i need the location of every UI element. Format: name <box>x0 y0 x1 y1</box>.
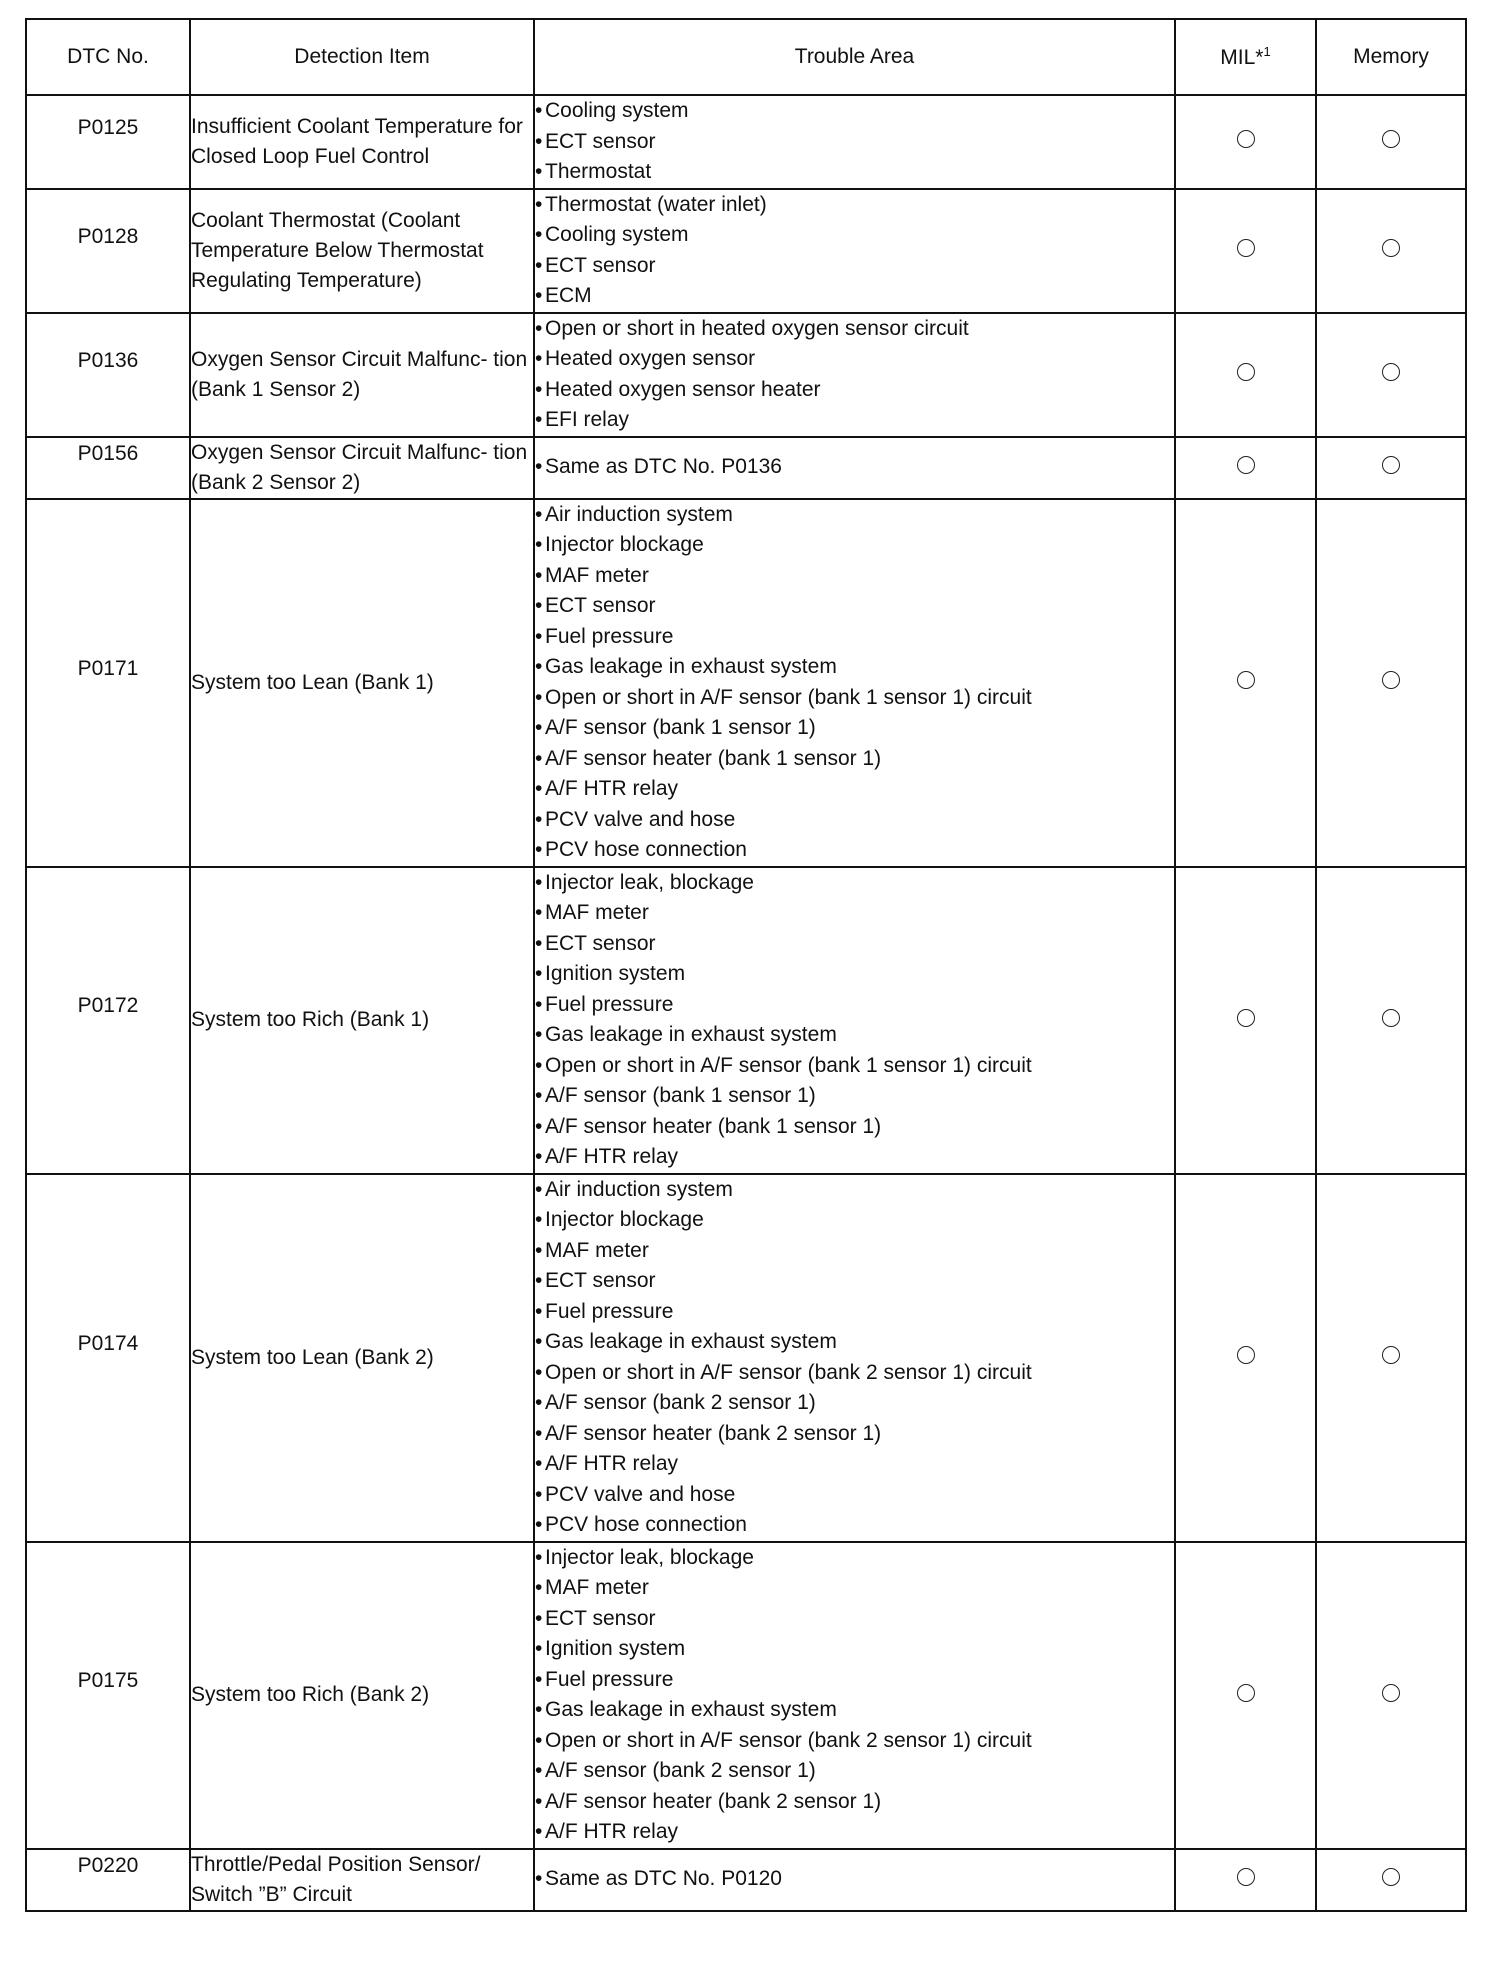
dtc-number: P0175 <box>77 1669 139 1692</box>
memory-circle-icon <box>1382 671 1400 689</box>
table-row <box>26 313 1466 437</box>
mil-cell <box>1175 1174 1316 1542</box>
list-item: • PCV hose connection <box>535 835 1174 866</box>
trouble-area-list <box>535 500 1174 866</box>
detection-item: Oxygen Sensor Circuit Malfunc- tion (Bank 2 Sensor 2) <box>190 437 534 499</box>
memory-cell <box>1316 1849 1466 1911</box>
memory-cell <box>1316 437 1466 499</box>
list-item: • Injector leak, blockage <box>535 1543 1174 1574</box>
memory-circle-icon <box>1382 1684 1400 1702</box>
trouble-area-cell <box>534 189 1175 313</box>
header-mil <box>1175 19 1316 95</box>
table-row <box>26 499 1466 867</box>
detection-item: System too Rich (Bank 2) <box>190 1542 534 1849</box>
memory-cell <box>1316 1174 1466 1542</box>
memory-cell <box>1316 867 1466 1174</box>
dtc-number: P0136 <box>77 348 139 372</box>
document-page <box>25 18 1465 1912</box>
trouble-area-list <box>535 1175 1174 1541</box>
detection-item: System too Rich (Bank 1) <box>190 867 534 1174</box>
mil-cell <box>1175 313 1316 437</box>
memory-circle-icon <box>1382 1868 1400 1886</box>
list-item: • Same as DTC No. P0136 <box>535 452 1174 483</box>
table-row <box>26 1849 1466 1911</box>
list-item: • Same as DTC No. P0120 <box>535 1864 1174 1895</box>
dtc-table <box>25 18 1467 1912</box>
list-item: • MAF meter <box>535 1573 1174 1604</box>
mil-circle-icon <box>1237 1684 1255 1702</box>
list-item: • EFI relay <box>535 405 1174 436</box>
list-item: • Gas leakage in exhaust system <box>535 652 1174 683</box>
list-item: • A/F sensor heater (bank 2 sensor 1) <box>535 1787 1174 1818</box>
dtc-number-cell <box>26 867 190 1174</box>
list-item: • Open or short in A/F sensor (bank 2 sensor 1) circuit <box>535 1358 1174 1389</box>
table-row <box>26 95 1466 189</box>
memory-cell <box>1316 1542 1466 1849</box>
list-item: • Gas leakage in exhaust system <box>535 1327 1174 1358</box>
table-header-row <box>26 19 1466 95</box>
trouble-area-list <box>535 96 1174 188</box>
mil-cell <box>1175 189 1316 313</box>
list-item: • PCV hose connection <box>535 1510 1174 1541</box>
memory-circle-icon <box>1382 1009 1400 1027</box>
list-item: • MAF meter <box>535 898 1174 929</box>
header-detection-item: Detection Item <box>190 19 534 95</box>
table-row <box>26 867 1466 1174</box>
list-item: • Thermostat (water inlet) <box>535 190 1174 221</box>
memory-circle-icon <box>1382 130 1400 148</box>
list-item: • Gas leakage in exhaust system <box>535 1695 1174 1726</box>
list-item: • ECT sensor <box>535 1604 1174 1635</box>
mil-circle-icon <box>1237 1346 1255 1364</box>
list-item: • Injector blockage <box>535 530 1174 561</box>
trouble-area-list <box>535 314 1174 436</box>
list-item: • Thermostat <box>535 157 1174 188</box>
list-item: • Air induction system <box>535 500 1174 531</box>
memory-circle-icon <box>1382 239 1400 257</box>
memory-circle-icon <box>1382 363 1400 381</box>
mil-circle-icon <box>1237 1009 1255 1027</box>
trouble-area-cell <box>534 1174 1175 1542</box>
mil-circle-icon <box>1237 363 1255 381</box>
trouble-area-cell <box>534 867 1175 1174</box>
list-item: • Open or short in A/F sensor (bank 1 sensor 1) circuit <box>535 683 1174 714</box>
list-item: • Cooling system <box>535 220 1174 251</box>
mil-circle-icon <box>1237 130 1255 148</box>
memory-circle-icon <box>1382 456 1400 474</box>
list-item: • Fuel pressure <box>535 990 1174 1021</box>
list-item: • A/F sensor (bank 2 sensor 1) <box>535 1388 1174 1419</box>
trouble-area-cell <box>534 499 1175 867</box>
header-memory: Memory <box>1316 19 1466 95</box>
mil-cell <box>1175 1542 1316 1849</box>
mil-circle-icon <box>1237 239 1255 257</box>
mil-cell <box>1175 867 1316 1174</box>
detection-item: System too Lean (Bank 1) <box>190 499 534 867</box>
list-item: • A/F sensor (bank 1 sensor 1) <box>535 1081 1174 1112</box>
table-row <box>26 1174 1466 1542</box>
trouble-area-cell <box>534 1542 1175 1849</box>
dtc-number-cell <box>26 437 190 499</box>
list-item: • ECT sensor <box>535 591 1174 622</box>
detection-item: Insufficient Coolant Temperature for Closed Loop Fuel Control <box>190 95 534 189</box>
dtc-number: P0220 <box>77 1853 139 1877</box>
header-dtc-no: DTC No. <box>26 19 190 95</box>
list-item: • A/F HTR relay <box>535 1449 1174 1480</box>
dtc-number-cell <box>26 1174 190 1542</box>
table-row <box>26 189 1466 313</box>
list-item: • A/F HTR relay <box>535 1817 1174 1848</box>
table-row <box>26 437 1466 499</box>
dtc-number-cell <box>26 95 190 189</box>
list-item: • ECT sensor <box>535 127 1174 158</box>
list-item: • Heated oxygen sensor heater <box>535 375 1174 406</box>
dtc-number: P0174 <box>77 1331 139 1355</box>
dtc-number-cell <box>26 189 190 313</box>
trouble-area-list <box>535 1864 1174 1895</box>
trouble-area-list <box>535 190 1174 312</box>
trouble-area-cell <box>534 95 1175 189</box>
memory-circle-icon <box>1382 1346 1400 1364</box>
dtc-number: P0172 <box>77 994 139 1017</box>
dtc-number-cell <box>26 313 190 437</box>
trouble-area-cell <box>534 1849 1175 1911</box>
list-item: • Injector leak, blockage <box>535 868 1174 899</box>
mil-cell <box>1175 437 1316 499</box>
mil-circle-icon <box>1237 1868 1255 1886</box>
memory-cell <box>1316 499 1466 867</box>
table-row <box>26 1542 1466 1849</box>
list-item: • ECT sensor <box>535 929 1174 960</box>
header-trouble-area: Trouble Area <box>534 19 1175 95</box>
list-item: • PCV valve and hose <box>535 1480 1174 1511</box>
trouble-area-list <box>535 1543 1174 1848</box>
mil-cell <box>1175 95 1316 189</box>
list-item: • Cooling system <box>535 96 1174 127</box>
list-item: • A/F HTR relay <box>535 774 1174 805</box>
header-mil-footnote: 1 <box>1263 44 1271 59</box>
list-item: • ECT sensor <box>535 251 1174 282</box>
list-item: • Fuel pressure <box>535 622 1174 653</box>
list-item: • Ignition system <box>535 1634 1174 1665</box>
detection-item: System too Lean (Bank 2) <box>190 1174 534 1542</box>
mil-cell <box>1175 1849 1316 1911</box>
list-item: • ECM <box>535 281 1174 312</box>
list-item: • Gas leakage in exhaust system <box>535 1020 1174 1051</box>
dtc-number: P0171 <box>77 656 139 680</box>
trouble-area-cell <box>534 313 1175 437</box>
list-item: • A/F sensor heater (bank 2 sensor 1) <box>535 1419 1174 1450</box>
list-item: • A/F HTR relay <box>535 1142 1174 1173</box>
table-body <box>26 95 1466 1911</box>
list-item: • A/F sensor (bank 2 sensor 1) <box>535 1756 1174 1787</box>
header-mil-label: MIL* <box>1220 46 1264 69</box>
list-item: • Ignition system <box>535 959 1174 990</box>
dtc-number: P0156 <box>77 441 139 465</box>
trouble-area-cell <box>534 437 1175 499</box>
detection-item: Coolant Thermostat (Coolant Temperature Below Thermostat Regulating Temperature) <box>190 189 534 313</box>
mil-circle-icon <box>1237 671 1255 689</box>
memory-cell <box>1316 189 1466 313</box>
detection-item: Oxygen Sensor Circuit Malfunc- tion (Bank 1 Sensor 2) <box>190 313 534 437</box>
trouble-area-list <box>535 452 1174 483</box>
list-item: • ECT sensor <box>535 1266 1174 1297</box>
list-item: • Open or short in heated oxygen sensor circuit <box>535 314 1174 345</box>
list-item: • A/F sensor heater (bank 1 sensor 1) <box>535 744 1174 775</box>
detection-item: Throttle/Pedal Position Sensor/ Switch ”B” Circuit <box>190 1849 534 1911</box>
dtc-number: P0125 <box>77 115 139 139</box>
list-item: • A/F sensor (bank 1 sensor 1) <box>535 713 1174 744</box>
list-item: • Open or short in A/F sensor (bank 1 sensor 1) circuit <box>535 1051 1174 1082</box>
memory-cell <box>1316 313 1466 437</box>
list-item: • Injector blockage <box>535 1205 1174 1236</box>
list-item: • Fuel pressure <box>535 1665 1174 1696</box>
mil-cell <box>1175 499 1316 867</box>
list-item: • Air induction system <box>535 1175 1174 1206</box>
trouble-area-list <box>535 868 1174 1173</box>
list-item: • Open or short in A/F sensor (bank 2 sensor 1) circuit <box>535 1726 1174 1757</box>
mil-circle-icon <box>1237 456 1255 474</box>
dtc-number-cell <box>26 499 190 867</box>
list-item: • Fuel pressure <box>535 1297 1174 1328</box>
dtc-number-cell <box>26 1542 190 1849</box>
list-item: • A/F sensor heater (bank 1 sensor 1) <box>535 1112 1174 1143</box>
list-item: • MAF meter <box>535 561 1174 592</box>
dtc-number: P0128 <box>77 224 139 248</box>
memory-cell <box>1316 95 1466 189</box>
list-item: • Heated oxygen sensor <box>535 344 1174 375</box>
dtc-number-cell <box>26 1849 190 1911</box>
list-item: • MAF meter <box>535 1236 1174 1267</box>
list-item: • PCV valve and hose <box>535 805 1174 836</box>
